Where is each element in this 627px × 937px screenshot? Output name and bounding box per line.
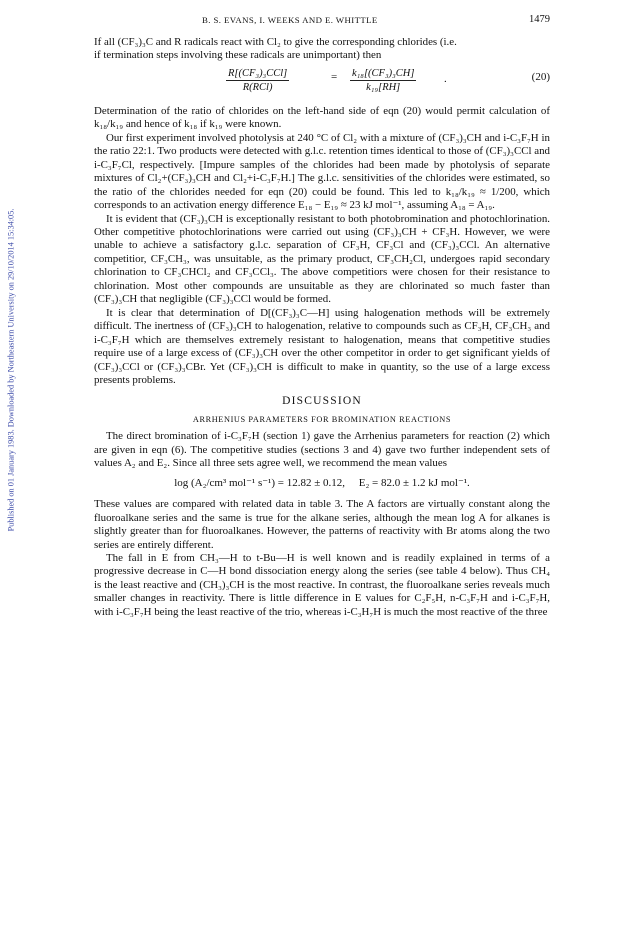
eq-mean-log-a: log (A₂/cm³ mol⁻¹ s⁻¹) = 12.82 ± 0.12, (174, 476, 345, 489)
watermark-text: Published on 01 January 1983. Downloaded by Northeastern University on 29/10/2014 15:34:05. (6, 208, 16, 532)
eq20-left-fraction (226, 67, 289, 94)
eq20-left-denominator: R(RCl) (242, 81, 273, 93)
paragraph-first-experiment: Our first experiment involved photolysis at 240 °C of Cl₂ with a mixture of (CF₃)₃CH and i-C₃F₇H in the ratio 22:1. Two products were detected with g.l.c. retention times identical to those of (CF₃)₃CCl and i-C₃F₇Cl, respectively. [Impure samples of the chlorides had been made by photolysis of separate mixtures of Cl₂+(CF₃)₃CH and Cl₂+i-C₃F₇H.] The g.l.c. sensitivities of the chlorides were estimated, so the ratio of the chlorides needed for eqn (20) could be found. This led to k₁₈/k₁₉ ≈ 1/200, which corresponds to an activation energy difference E₁₈ − E₁₉ ≈ 23 kJ mol⁻¹, assuming A₁₈ = A₁₉. (94, 131, 550, 212)
subheading-arrhenius: ARRHENIUS PARAMETERS FOR BROMINATION REACTIONS (192, 414, 452, 424)
eq20-right-numerator: k₁₈[(CF₃)₃CH] (352, 67, 415, 79)
eq20-right-fraction (350, 67, 416, 94)
eq20-right-denominator: k₁₉[RH] (366, 81, 401, 93)
paragraph-determination: Determination of the ratio of chlorides on the left-hand side of eqn (20) would permit calculation of k₁₈/k₁₉ and hence of k₁₈ if k₁₉ were known. (94, 104, 550, 131)
paragraph-comparison: These values are compared with related data in table 3. The A factors are virtually constant along the fluoroalkane series and the same is true for the alkane series, although the mean log A for alkanes is slightly greater than for fluoroalkanes. However, the patterns of reactivity with Br atoms along the two series are entirely different. (94, 498, 550, 551)
section-heading-discussion: DISCUSSION (282, 395, 362, 408)
paragraph-determination-difficulty: It is clear that determination of D[(CF₃)₃C—H] using halogenation methods will be extremely difficult. The inertness of (CF₃)₃CH to halogenation, relative to compounds such as CF₃H, CF₃CH₃ and i-C₃F₇H which are themselves extremely resistant to halogenation, means that competitive studies require use of a large excess of (CF₃)₃CH over the other competitor in order to get significant yields of (CF₃)₃CCl or (CF₃)₃CBr. Yet (CF₃)₃CH is difficult to make in quantity, so the use of a large excess presents problems. (94, 306, 550, 386)
article-body (94, 36, 550, 619)
eq20-period: . (444, 72, 447, 85)
paragraph-fall-in-e: The fall in E from CH₃—H to t-Bu—H is well known and is readily explained in terms of a progressive decrease in C—H bond dissociation energy along the series (see table 4 below). Thus CH₄ is the least reactive and (CH₃)₃CH is the most reactive. In contrast, the fluoroalkane series reveals much smaller changes in reactivity. There is little difference in E values for C₂F₅H, n-C₃F₇H and i-C₃F₇H, with i-C₃F₇H being the least reactive of the trio, whereas i-C₃H₇H is much the most reactive of the three (94, 551, 550, 618)
equation-20 (94, 65, 550, 103)
eq20-left-numerator: R[(CF₃)₃CCl] (228, 67, 288, 79)
page-number: 1479 (529, 14, 550, 25)
eq20-equals: = (331, 70, 338, 83)
paragraph-resistance: It is evident that (CF₃)₃CH is exceptionally resistant to both photobromination and photochlorination. Other competitive photochlorinations were carried out using (CF₃)₃CH + CF₃H. However, we were unable to achieve a satisfactory g.l.c. separation of CF₃H, CF₃Cl and (CF₃)₃CCl. An alternative competitior, CF₃CH₃, was unsuitable, as the primary product, CF₃CH₂Cl, undergoes rapid secondary chlorination to CF₃CHCl₂ and CF₃CCl₃. The above competitiors were chosen for their resistance to chlorination. Most other compounds are unsuitable as they are chlorinated so much faster than (CF₃)₃CH that negligible (CF₃)₃CCl would be formed. (94, 212, 550, 306)
paragraph-direct-bromination: The direct bromination of i-C₃F₇H (section 1) gave the Arrhenius parameters for reaction (2) which are given in eqn (6). The competitive studies (sections 3 and 4) gave two further independent sets of values A₂ and E₂. Since all three sets agree well, we recommend the mean values (94, 430, 550, 470)
eq20-number: (20) (531, 70, 550, 83)
intro-line-1: If all (CF₃)₃C and R radicals react with Cl₂ to give the corresponding chlorides (i.e. (94, 36, 457, 48)
equation-mean-values (94, 477, 550, 490)
eq-mean-e2: E₂ = 82.0 ± 1.2 kJ mol⁻¹. (358, 476, 470, 489)
running-header (94, 14, 550, 28)
running-header-authors: B. S. EVANS, I. WEEKS AND E. WHITTLE (202, 15, 378, 25)
intro-line-2: if termination steps involving these radicals are unimportant) then (94, 49, 382, 62)
download-watermark (3, 150, 19, 590)
